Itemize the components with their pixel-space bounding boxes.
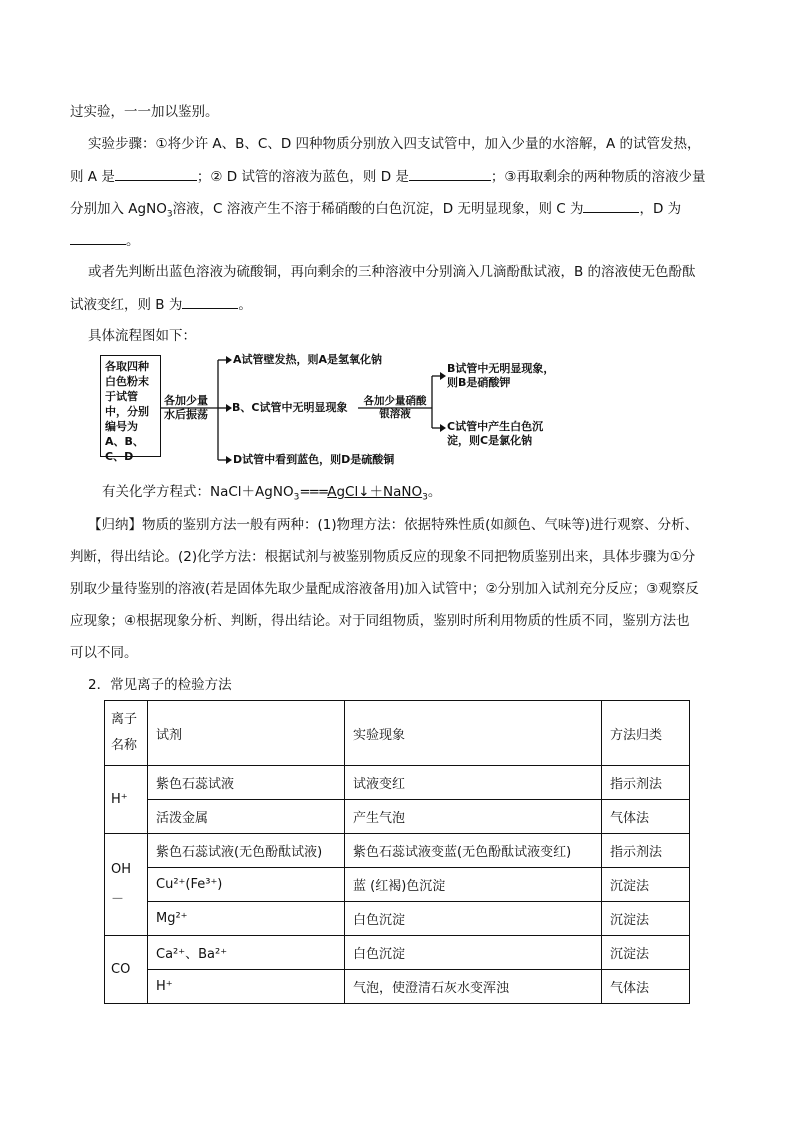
flowchart-step1-label: 各加少量水后振荡 xyxy=(164,394,208,421)
steps-line-3: 分别加入 AgNO$_3$溶液，C 溶液产生不溶于稀硝酸的白色沉淀，D 无明显现象，则 C 为 ，D 为 xyxy=(70,198,681,225)
header-phenomenon: 实验现象 xyxy=(345,701,602,766)
flowchart-result-c: C试管中产生白色沉淀，则C是氯化钠 xyxy=(447,420,544,447)
steps-line-4: 。 xyxy=(70,230,140,251)
method-cell: 指示剂法 xyxy=(602,834,690,868)
reagent-cell: 活泼金属 xyxy=(148,800,345,834)
method-cell: 沉淀法 xyxy=(602,902,690,936)
flowchart-step2-label: 各加少量硝酸银溶液 xyxy=(363,395,427,420)
reagent-cell: Cu²⁺(Fe³⁺) xyxy=(148,868,345,902)
table-row xyxy=(105,766,690,800)
flowchart-branch-a: A试管壁发热，则A是氢氧化钠 xyxy=(233,353,383,366)
reagent-cell: 紫色石蕊试液 xyxy=(148,766,345,800)
phenomenon-cell: 蓝 (红褐)色沉淀 xyxy=(345,868,602,902)
flowchart-branch-d: D试管中看到蓝色，则D是硫酸铜 xyxy=(233,453,395,466)
flow-title: 具体流程图如下： xyxy=(88,328,196,344)
flowchart-start-box: 各取四种白色粉末于试管中，分别编号为A、B、C、D xyxy=(100,355,161,457)
method-cell: 气体法 xyxy=(602,970,690,1004)
ion-cell-co: CO xyxy=(105,936,148,1004)
alt-line-2: 试液变红，则 B 为 。 xyxy=(70,294,252,315)
ion-cell-oh: OH－ xyxy=(105,834,148,936)
summary-line-4: 应现象；④根据现象分析、判断，得出结论。对于同组物质，鉴别时所利用物质的性质不同，鉴别方法也 xyxy=(70,613,690,629)
phenomenon-cell: 白色沉淀 xyxy=(345,936,602,970)
table-row xyxy=(105,800,690,834)
method-cell: 沉淀法 xyxy=(602,936,690,970)
phenomenon-cell: 试液变红 xyxy=(345,766,602,800)
steps-line-1: 实验步骤：①将少许 A、B、C、D 四种物质分别放入四支试管中，加入少量的水溶解，A 的试管发热， xyxy=(88,136,701,152)
flowchart-branch-bc: B、C试管中无明显现象 xyxy=(232,401,348,414)
summary-line-3: 别取少量待鉴别的溶液(若是固体先取少量配成溶液备用)加入试管中；②分别加入试剂充分反应；③观察反 xyxy=(70,581,699,597)
section-2-title: 2．常见离子的检验方法 xyxy=(88,677,232,693)
method-cell: 气体法 xyxy=(602,800,690,834)
header-ion-name: 离子名称 xyxy=(105,701,148,766)
summary-line-1: 【归纳】物质的鉴别方法一般有两种：(1)物理方法：依据特殊性质(如颜色、气味等)进行观察、分析、 xyxy=(88,517,699,533)
ion-cell-h: H⁺ xyxy=(105,766,148,834)
flowchart-result-b: B试管中无明显现象，则B是硝酸钾 xyxy=(447,362,555,389)
table-header-row xyxy=(105,701,690,766)
phenomenon-cell: 产生气泡 xyxy=(345,800,602,834)
equation: 有关化学方程式：NaCl＋AgNO$_3$===AgCl↓＋NaNO$_3$。 xyxy=(102,484,442,503)
header-reagent: 试剂 xyxy=(148,701,345,766)
summary-line-5: 可以不同。 xyxy=(70,645,138,661)
steps-line-2: 则 A 是 ；② D 试管的溶液为蓝色，则 D 是 ；③再取剩余的两种物质的溶液少量 xyxy=(70,166,706,187)
method-cell: 沉淀法 xyxy=(602,868,690,902)
reagent-cell: Mg²⁺ xyxy=(148,902,345,936)
table-row xyxy=(105,868,690,902)
phenomenon-cell: 白色沉淀 xyxy=(345,902,602,936)
summary-line-2: 判断，得出结论。(2)化学方法：根据试剂与被鉴别物质反应的现象不同把物质鉴别出来，具体步骤为①分 xyxy=(70,549,696,565)
table-row xyxy=(105,970,690,1004)
reagent-cell: Ca²⁺、Ba²⁺ xyxy=(148,936,345,970)
phenomenon-cell: 紫色石蕊试液变蓝(无色酚酞试液变红) xyxy=(345,834,602,868)
phenomenon-cell: 气泡，使澄清石灰水变浑浊 xyxy=(345,970,602,1004)
ion-test-table xyxy=(104,700,690,1004)
alt-line-1: 或者先判断出蓝色溶液为硫酸铜，再向剩余的三种溶液中分别滴入几滴酚酞试液，B 的溶液使无色酚酞 xyxy=(88,264,696,280)
table-row xyxy=(105,834,690,868)
method-cell: 指示剂法 xyxy=(602,766,690,800)
header-method: 方法归类 xyxy=(602,701,690,766)
paragraph-intro: 过实验，一一加以鉴别。 xyxy=(70,104,219,120)
table-row xyxy=(105,936,690,970)
table-row xyxy=(105,902,690,936)
reagent-cell: H⁺ xyxy=(148,970,345,1004)
reagent-cell: 紫色石蕊试液(无色酚酞试液) xyxy=(148,834,345,868)
